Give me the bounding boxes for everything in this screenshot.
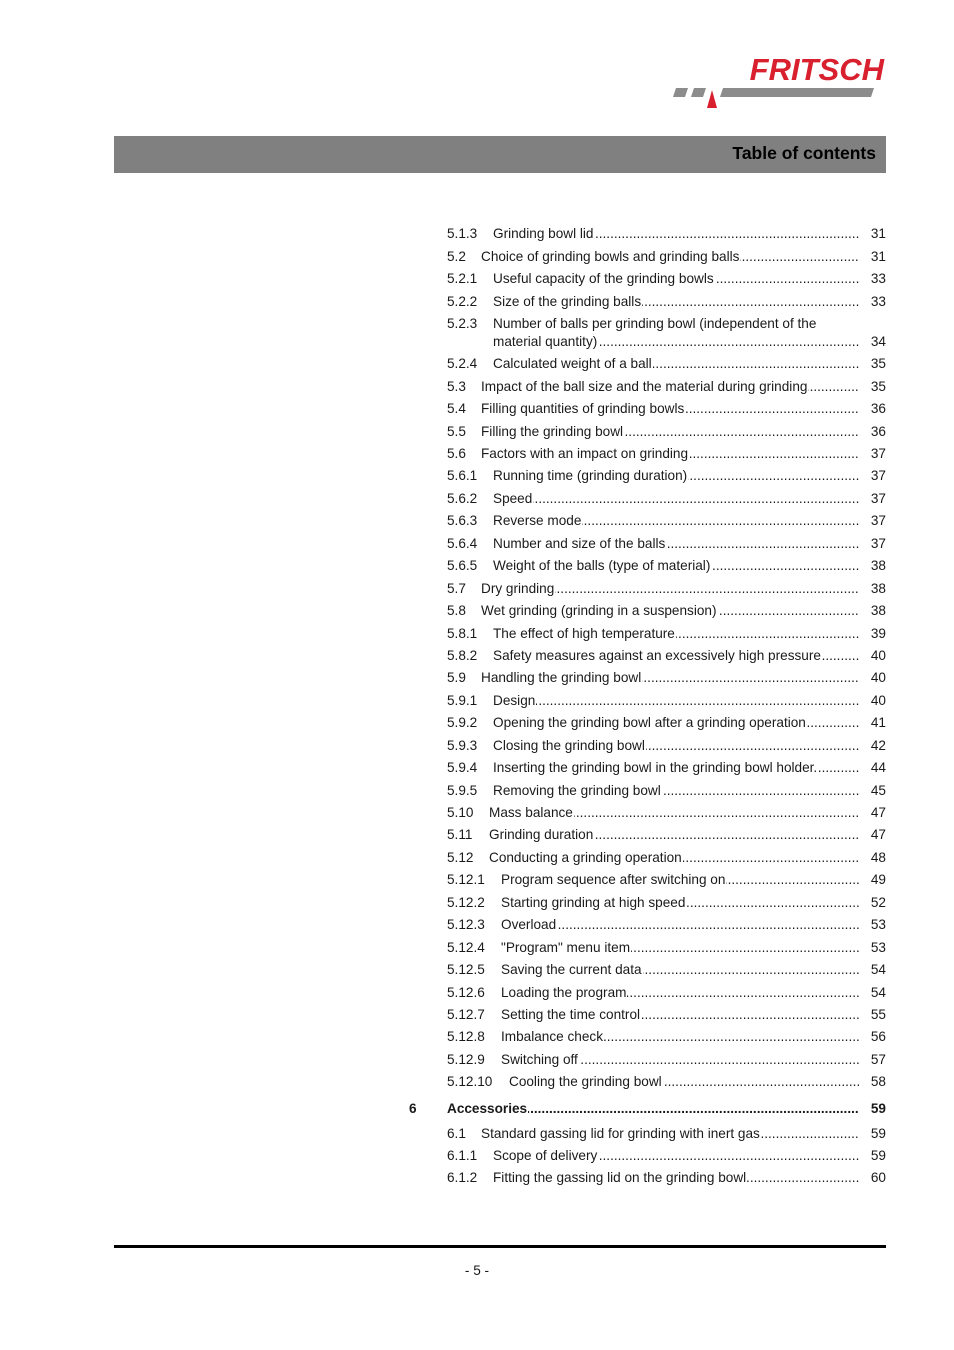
toc-entry-title: Factors with an impact on grinding ..... [481, 445, 859, 463]
toc-entry-title: Fitting the gassing lid on the grinding bowl ..... [493, 1169, 859, 1187]
toc-entry-number: 5.12.1 [447, 872, 485, 887]
toc-entry-number: 5.12.5 [447, 962, 485, 977]
toc-entry-number: 5.12.4 [447, 940, 485, 955]
toc-entry-page: 37 [870, 491, 886, 506]
toc-entry-page: 56 [870, 1029, 886, 1044]
toc-entry-page: 31 [870, 249, 886, 264]
toc-entry-page: 42 [870, 738, 886, 753]
toc-entry-title: "Program" menu item ..... [501, 939, 859, 957]
toc-entry-page: 41 [870, 715, 886, 730]
toc-entry-page: 38 [870, 603, 886, 618]
toc-entry-number: 5.1.3 [447, 226, 478, 241]
toc-entry-title: Grinding bowl lid ..... [493, 225, 859, 243]
toc-entry-page: 60 [870, 1170, 886, 1185]
toc-entry-title: Overload ..... [501, 916, 859, 934]
toc-entry-title: Imbalance check ..... [501, 1028, 859, 1046]
toc-entry-number: 5.9.1 [447, 693, 478, 708]
toc-entry-title: Filling quantities of grinding bowls ..... [481, 400, 859, 418]
toc-entry-title: Safety measures against an excessively high pressure ..... [493, 647, 859, 665]
toc-entry-title: Saving the current data ..... [501, 961, 859, 979]
toc-entry-number: 5.12.3 [447, 917, 485, 932]
toc-entry-page: 44 [870, 760, 886, 775]
toc-entry-number: 5.11 [447, 827, 473, 842]
toc-entry-page: 48 [870, 850, 886, 865]
toc-entry-page: 33 [870, 294, 886, 309]
toc-entry-page: 54 [870, 985, 886, 1000]
toc-entry-title: Impact of the ball size and the material during grinding ..... [481, 378, 859, 396]
toc-entry-title: Grinding duration ..... [489, 826, 859, 844]
toc-entry-page: 36 [870, 424, 886, 439]
toc-entry-page: 58 [870, 1074, 886, 1089]
toc-entry-page: 39 [870, 626, 886, 641]
toc-entry-number: 5.8.1 [447, 626, 478, 641]
page-number: - 5 - [464, 1263, 490, 1278]
toc-entry-number: 5.4 [447, 401, 466, 416]
toc-entry-title: Dry grinding ..... [481, 580, 859, 598]
toc-entry-page: 40 [870, 670, 886, 685]
toc-entry-title: Switching off ..... [501, 1051, 859, 1069]
toc-entry-page: 40 [870, 693, 886, 708]
toc-entry-title: Program sequence after switching on ..... [501, 871, 859, 889]
toc-entry-page: 35 [870, 379, 886, 394]
toc-entry-page: 40 [870, 648, 886, 663]
toc-entry-title: Setting the time control ..... [501, 1006, 859, 1024]
toc-entry-page: 37 [870, 468, 886, 483]
toc-entry-page: 52 [870, 895, 886, 910]
toc-entry-page: 54 [870, 962, 886, 977]
toc-entry-number: 5.12.2 [447, 895, 485, 910]
toc-entry-number: 6.1.1 [447, 1148, 478, 1163]
toc-entry-number: 5.6.5 [447, 558, 478, 573]
toc-entry-number: 5.9 [447, 670, 466, 685]
page-title: Table of contents [732, 143, 876, 163]
toc-entry-title: Design ..... [493, 692, 859, 710]
toc-entry-number: 5.9.4 [447, 760, 478, 775]
toc-entry-page: 36 [870, 401, 886, 416]
toc-entry-title: Handling the grinding bowl ..... [481, 669, 859, 687]
toc-entry-title: Number of balls per grinding bowl (independent of the [493, 316, 817, 331]
toc-entry-title: The effect of high temperature ..... [493, 625, 859, 643]
toc-entry-title: Calculated weight of a ball ..... [493, 355, 859, 373]
toc-entry-title: Running time (grinding duration) ..... [493, 467, 859, 485]
toc-entry-title: Loading the program ..... [501, 984, 859, 1002]
toc-entry-title: Opening the grinding bowl after a grinding operation ..... [493, 714, 859, 732]
toc-entry-number: 5.2.4 [447, 356, 478, 371]
toc-entry-page: 57 [870, 1052, 886, 1067]
toc-entry-number: 6.1.2 [447, 1170, 478, 1185]
toc-entry-number: 5.2.3 [447, 316, 478, 331]
toc-entry-title: Cooling the grinding bowl ..... [509, 1073, 859, 1091]
toc-entry-page: 47 [870, 805, 886, 820]
header-bar [114, 136, 886, 173]
toc-entry-number: 5.6 [447, 446, 466, 461]
toc-entry-number: 5.9.5 [447, 783, 478, 798]
toc-entry-number: 5.3 [447, 379, 466, 394]
toc-entry-number: 5.12.10 [447, 1074, 493, 1089]
toc-entry-number: 6.1 [447, 1126, 466, 1141]
toc-entry-number: 5.12 [447, 850, 474, 865]
toc-entry-number: 5.12.6 [447, 985, 485, 1000]
toc-entry-number: 5.8.2 [447, 648, 478, 663]
toc-entry-title: Reverse mode ..... [493, 512, 859, 530]
fritsch-logo-mark [668, 52, 888, 114]
toc-entry-page: 59 [870, 1126, 886, 1141]
fritsch-logo [668, 52, 888, 114]
toc-entry-page: 37 [870, 446, 886, 461]
toc-entry-number: 5.6.3 [447, 513, 478, 528]
toc-entry-page: 31 [870, 226, 886, 241]
toc-entry-page: 47 [870, 827, 886, 842]
toc-entry-title: Inserting the grinding bowl in the grinding bowl holder. ..... [493, 759, 859, 777]
toc-entry-number: 5.10 [447, 805, 474, 820]
toc-entry-page: 55 [870, 1007, 886, 1022]
toc-entry-number: 5.6.4 [447, 536, 478, 551]
toc-entry-title: Starting grinding at high speed ..... [501, 894, 859, 912]
toc-entry-number: 5.8 [447, 603, 466, 618]
toc-entry-title: Choice of grinding bowls and grinding balls ..... [481, 248, 859, 266]
toc-entry-title: Number and size of the balls ..... [493, 535, 859, 553]
toc-entry-page: 45 [870, 783, 886, 798]
toc-entry-page: 37 [870, 536, 886, 551]
toc-entry-page: 38 [870, 581, 886, 596]
toc-entry-title: Mass balance ..... [489, 804, 859, 822]
toc-entry-number: 5.2.2 [447, 294, 478, 309]
toc-entry-number: 5.9.3 [447, 738, 478, 753]
toc-entry-page: 59 [870, 1101, 886, 1116]
toc-entry-title: Removing the grinding bowl ..... [493, 782, 859, 800]
toc-entry-title: Speed ..... [493, 490, 859, 508]
toc-entry-page: 34 [870, 334, 886, 349]
toc-entry-title: Filling the grinding bowl ..... [481, 423, 859, 441]
toc-entry-number: 5.12.7 [447, 1007, 485, 1022]
toc-entry-title: Conducting a grinding operation ..... [489, 849, 859, 867]
toc-entry-title: Size of the grinding balls ..... [493, 293, 859, 311]
toc-entry-title: Accessories ..... [447, 1100, 859, 1118]
toc-entry-title: Useful capacity of the grinding bowls ..... [493, 270, 859, 288]
toc-entry-number: 5.9.2 [447, 715, 478, 730]
toc-entry-page: 53 [870, 917, 886, 932]
toc-entry-page: 33 [870, 271, 886, 286]
toc-entry-number: 6 [409, 1101, 417, 1116]
toc-entry-number: 5.2.1 [447, 271, 478, 286]
toc-entry-page: 59 [870, 1148, 886, 1163]
toc-entry-title: Wet grinding (grinding in a suspension) ..... [481, 602, 859, 620]
toc-entry-number: 5.12.9 [447, 1052, 485, 1067]
toc-entry-page: 35 [870, 356, 886, 371]
toc-entry[interactable] [447, 315, 886, 351]
toc-entry-title: Standard gassing lid for grinding with inert gas ..... [481, 1125, 859, 1143]
toc-entry-number: 5.12.8 [447, 1029, 485, 1044]
toc-entry-number: 5.5 [447, 424, 466, 439]
toc-entry-page: 49 [870, 872, 886, 887]
toc-entry-title: Weight of the balls (type of material) ..... [493, 557, 859, 575]
toc-entry-title: Closing the grinding bowl ..... [493, 737, 859, 755]
toc-entry-title: Scope of delivery ..... [493, 1147, 859, 1165]
footer-divider [114, 1245, 886, 1248]
toc-entry-page: 37 [870, 513, 886, 528]
toc-entry-page: 53 [870, 940, 886, 955]
toc-entry-number: 5.2 [447, 249, 466, 264]
toc-entry-number: 5.6.1 [447, 468, 478, 483]
toc-entry-number: 5.6.2 [447, 491, 478, 506]
toc-entry-number: 5.7 [447, 581, 466, 596]
toc-entry-page: 38 [870, 558, 886, 573]
svg-text:FRITSCH: FRITSCH [749, 52, 884, 87]
toc-entry-title-continued: material quantity) ..... [493, 333, 859, 351]
